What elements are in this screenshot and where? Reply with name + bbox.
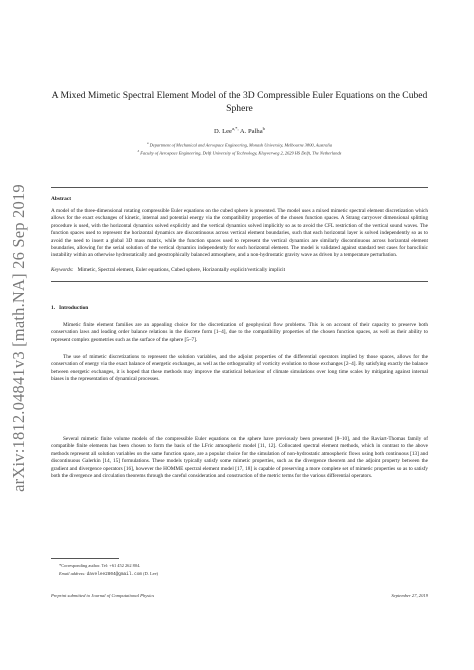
section-title: Introduction <box>59 305 89 311</box>
keywords-text: Mimetic, Spectral element, Euler equations, Cubed sphere, Horizontally explicit/vertically implicit <box>77 267 286 273</box>
keywords-label: Keywords: <box>51 267 74 273</box>
preprint-footer <box>51 593 428 598</box>
author-list <box>51 126 428 135</box>
email-label: Email address: <box>59 571 86 576</box>
abstract-heading: Abstract <box>51 196 72 202</box>
section-heading-introduction <box>51 305 88 311</box>
preprint-journal: Preprint submitted to Journal of Computational Physics <box>51 593 155 598</box>
abstract-text: A model of the three-dimensional rotating compressible Euler equations on the cubed sphere is presented. The model uses a mixed mimetic spectral element discretization which allows for the exact exchanges of kinetic, internal and potential energy via the compatibility properties of the chosen function spaces. A Strang carryover dimensional splitting procedure is used, with the horizontal dynamics solved explicitly and the vertical dynamics solved implicitly so as to avoid the CFL restriction of the vertical sound waves. The function spaces used to represent the horizontal dynamics are discontinuous across vertical element boundaries, such that each horizontal layer is solved independently so as to avoid the need to insert a global 3D mass matrix, while the function spaces used to represent the vertical dynamics are similarly discontinuous across horizontal element boundaries, allowing for the serial solution of the vertical dynamics independently for each horizontal element. The model is validated against standard test cases for baroclinic instability within an otherwise hydrostatically and geostrophically balanced atmosphere, and a non-hydrostatic gravity wave as driven by a temperature perturbation. <box>51 208 428 259</box>
abstract-bottom-rule <box>51 281 428 282</box>
affiliation-b: $^b$ Faculty of Aerospace Engineering, Delft University of Technology, Kluyverweg 2, 2629 HS Delft, The Netherlands <box>137 149 342 156</box>
footnote-rule <box>51 558 119 559</box>
intro-paragraph-1: Mimetic finite element families are an appealing choice for the discretization of geophysical flow problems. This is on account of their capacity to preserve both conservation laws and leading order balance relations in the discrete form [1–4], due to the compatibility properties of the chosen function spaces, as well as their ability to represent complex geometries such as the surface of the sphere [5–7]. <box>51 322 428 343</box>
preprint-date: September 27, 2019 <box>391 593 428 598</box>
email-owner: (D. Lee) <box>143 571 158 576</box>
footnote-email <box>59 571 158 577</box>
email-address[interactable]: davelee2804@gmail.com <box>86 572 142 577</box>
keywords-line <box>51 267 428 274</box>
arxiv-side-stamp <box>4 178 34 498</box>
intro-paragraph-2: The use of mimetic discretizations to represent the solution variables, and the adjoint properties of the differential operators implied by those spaces, allows for the conservation of energy via the exact balance of energetic exchanges, as well as the orthogonality of vorticity evolution to those exchanges [2–4]. By satisfying exactly the balance between energetic exchanges, it is hoped that these methods may improve the statistical behaviour of climate simulations over long time scales by mitigating against internal biases in the representation of dynamical processes. <box>51 354 428 383</box>
arxiv-identifier[interactable]: arXiv:1812.04841v3 [math.NA] 26 Sep 2019 <box>9 184 28 492</box>
footnote-corresponding-author: *Corresponding author. Tel: +61 452 262 804. <box>59 563 141 568</box>
abstract-top-rule <box>51 187 428 188</box>
intro-paragraph-3: Several mimetic finite volume models of the compressible Euler equations on the sphere have previously been presented [8–10], and the Raviart-Thomas family of compatible finite elements has been chosen to form the basis of the LFric atmospheric model [11, 12]. Collocated spectral element methods, which in contrast to the above methods represent all solution variables on the same function space, are a popular choice for the simulation of non-hydrostatic atmospheric flows using both continuous [13] and discontinuous Galerkin [14, 15] formulations. These models typically satisfy some mimetic properties, such as the divergence theorem and the adjoint property between the gradient and divergence operators [16], however the HOMME spectral element model [17, 18] is capable of preserving a more complete set of mimetic properties so as to satisfy both the divergence and circulation theorems through the careful consideration and construction of the metric terms for the various differential operators. <box>51 436 428 480</box>
section-number: 1. <box>51 305 56 311</box>
paper-title: A Mixed Mimetic Spectral Element Model of the 3D Compressible Euler Equations on the Cubed Sphere <box>51 90 428 114</box>
affiliation-a: $^a$ Department of Mechanical and Aerospace Engineering, Monash University, Melbourne 3800, Australia <box>146 141 333 148</box>
authors-text: D. Lee$^{a,*,}$ A. Palha$^b$ <box>214 126 265 136</box>
